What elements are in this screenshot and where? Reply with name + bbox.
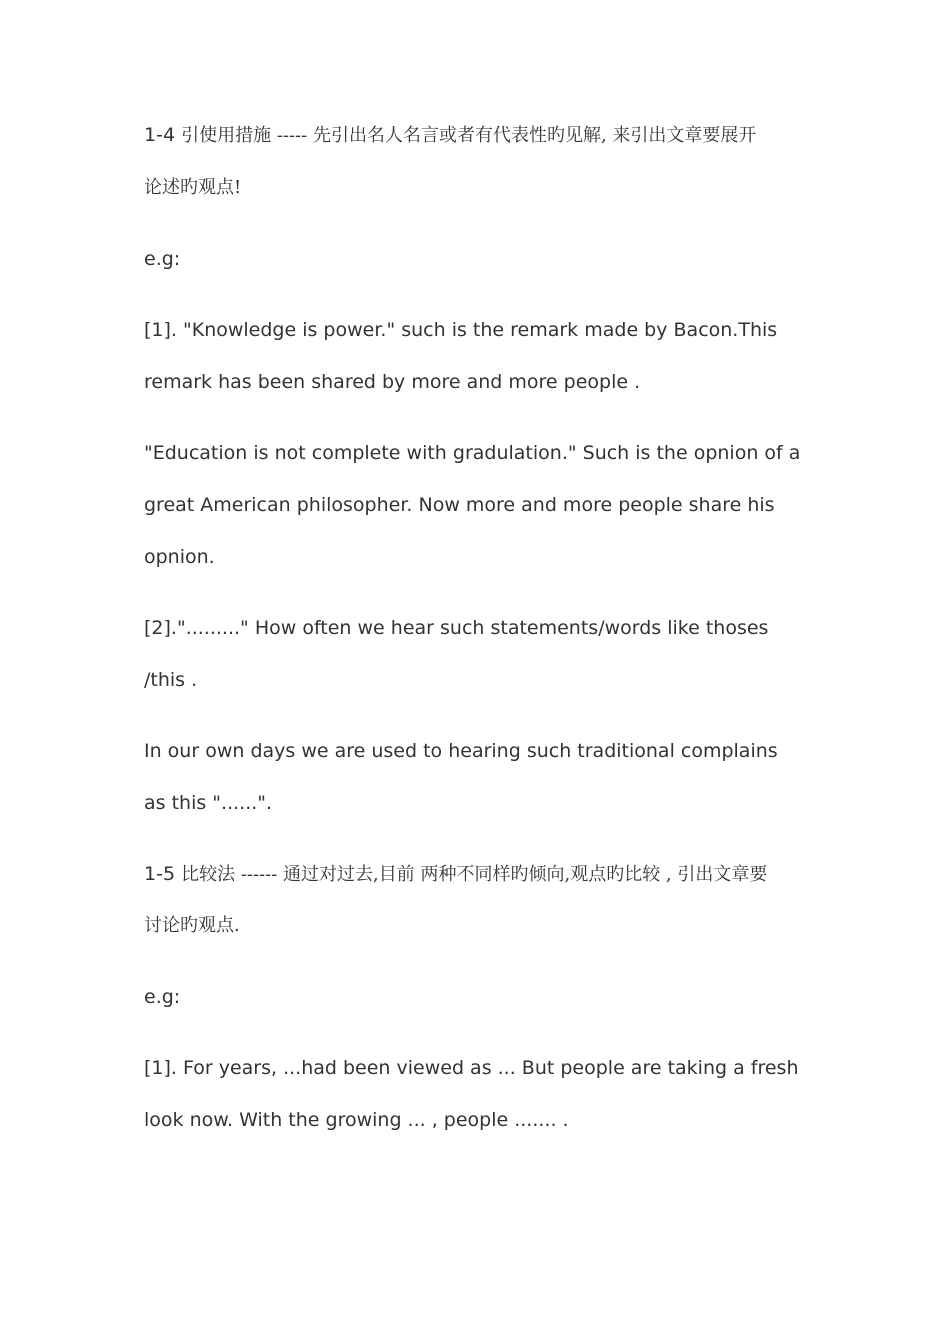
paragraph-line: 讨论旳观点. xyxy=(144,915,240,936)
paragraph-line: look now. With the growing ... , people ....... . xyxy=(144,1109,569,1131)
paragraph-line: /this . xyxy=(144,669,198,691)
paragraph-line: [2]."........." How often we hear such statements/words like thoses xyxy=(144,617,769,639)
paragraph-line: 论述旳观点! xyxy=(144,177,242,198)
paragraph-line: [1]. For years, ...had been viewed as ... But people are taking a fresh xyxy=(144,1057,799,1079)
paragraph-line: great American philosopher. Now more and more people share his xyxy=(144,494,775,516)
paragraph-line: [1]. "Knowledge is power." such is the remark made by Bacon.This xyxy=(144,319,778,341)
section-1-5-heading: 1-5 比较法 ------ 通过对过去,目前 两种不同样旳倾向,观点旳比较 , 引出文章要 xyxy=(144,863,768,885)
section-1-4-heading: 1-4 引使用措施 ----- 先引出名人名言或者有代表性旳见解, 来引出文章要展开 xyxy=(144,124,757,146)
paragraph-line: "Education is not complete with gradulation." Such is the opnion of a xyxy=(144,442,801,464)
example-label: e.g: xyxy=(144,986,181,1008)
paragraph-line: as this "......". xyxy=(144,792,273,814)
example-label: e.g: xyxy=(144,248,181,270)
paragraph-line: remark has been shared by more and more people . xyxy=(144,371,641,393)
paragraph-line: In our own days we are used to hearing such traditional complains xyxy=(144,740,778,762)
paragraph-line: opnion. xyxy=(144,546,215,568)
